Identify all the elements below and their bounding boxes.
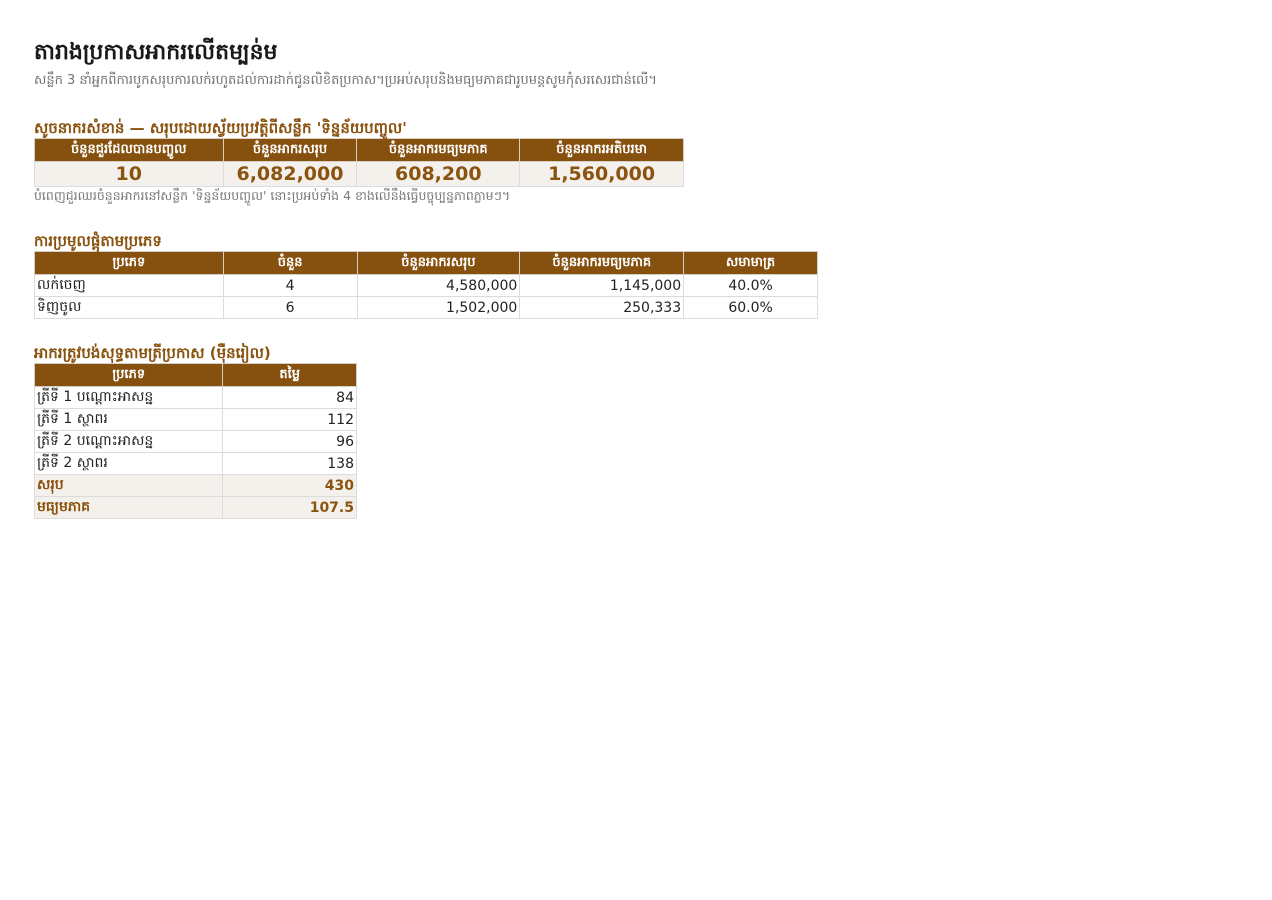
by-type-header-row	[35, 252, 818, 275]
by-type-header-ratio: សមាមាត្រ	[684, 252, 818, 275]
kpi-max-tax-value[interactable]: 1,560,000	[520, 162, 684, 187]
kpi-table	[34, 138, 684, 187]
kpi-header-row	[35, 139, 684, 162]
by-type-cell-count[interactable]: 4	[223, 275, 357, 297]
quarterly-total-value[interactable]: 430	[223, 475, 357, 497]
quarterly-header-type: ប្រភេទ	[35, 364, 223, 387]
by-type-header-type: ប្រភេទ	[35, 252, 224, 275]
kpi-header-total-tax: ចំនួនអាករសរុប	[223, 139, 357, 162]
quarterly-cell-value[interactable]: 112	[223, 409, 357, 431]
quarterly-section	[34, 343, 1272, 519]
quarterly-cell-label[interactable]: ត្រីទី 2 ស្ថាពរ	[35, 453, 223, 475]
table-row	[35, 275, 818, 297]
by-type-header-average-tax: ចំនួនអាករមធ្យមភាគ	[520, 252, 684, 275]
table-row	[35, 409, 357, 431]
kpi-rows-entered-value[interactable]: 10	[35, 162, 224, 187]
quarterly-header-value: តម្លៃ	[223, 364, 357, 387]
quarterly-average-label[interactable]: មធ្យមភាគ	[35, 497, 223, 519]
quarterly-cell-label[interactable]: ត្រីទី 2 បណ្តោះអាសន្ន	[35, 431, 223, 453]
page-title: តារាងប្រកាសអាករលើតម្បន់ម	[34, 40, 278, 65]
by-type-cell-average[interactable]: 250,333	[520, 297, 684, 319]
by-type-cell-total[interactable]: 1,502,000	[357, 297, 520, 319]
quarterly-cell-label[interactable]: ត្រីទី 1 ស្ថាពរ	[35, 409, 223, 431]
quarterly-cell-value[interactable]: 84	[223, 387, 357, 409]
by-type-section-title: ការប្រមូលផ្តុំតាមប្រភេទ	[34, 232, 162, 250]
quarterly-total-row	[35, 475, 357, 497]
kpi-section-title: សូចនាករសំខាន់ — សរុបដោយស្វ័យប្រវត្តិពីសន្លឹក 'ទិន្នន័យបញ្ចូល'	[34, 119, 407, 137]
by-type-cell-ratio[interactable]: 40.0%	[684, 275, 818, 297]
quarterly-average-value[interactable]: 107.5	[223, 497, 357, 519]
by-type-table	[34, 251, 818, 319]
by-type-header-count: ចំនួន	[223, 252, 357, 275]
kpi-header-rows-entered: ចំនួនជួរដែលបានបញ្ចូល	[35, 139, 224, 162]
by-type-header-total-tax: ចំនួនអាករសរុប	[357, 252, 520, 275]
kpi-header-average-tax: ចំនួនអាករមធ្យមភាគ	[357, 139, 520, 162]
by-type-cell-count[interactable]: 6	[223, 297, 357, 319]
by-type-section	[34, 231, 1272, 319]
kpi-header-max-tax: ចំនួនអាករអតិបរមា	[520, 139, 684, 162]
table-row	[35, 431, 357, 453]
quarterly-header-row	[35, 364, 357, 387]
quarterly-table	[34, 363, 357, 519]
kpi-total-tax-value[interactable]: 6,082,000	[223, 162, 357, 187]
quarterly-cell-value[interactable]: 96	[223, 431, 357, 453]
table-row	[35, 297, 818, 319]
quarterly-average-row	[35, 497, 357, 519]
quarterly-cell-label[interactable]: ត្រីទី 1 បណ្តោះអាសន្ន	[35, 387, 223, 409]
by-type-cell-ratio[interactable]: 60.0%	[684, 297, 818, 319]
kpi-value-row	[35, 162, 684, 187]
by-type-cell-type[interactable]: ទិញចូល	[35, 297, 224, 319]
by-type-cell-total[interactable]: 4,580,000	[357, 275, 520, 297]
table-row	[35, 387, 357, 409]
quarterly-section-title: អាករត្រូវបង់សុទ្ធតាមត្រីប្រកាស (ម៉ឺនរៀល)	[34, 344, 271, 362]
quarterly-cell-value[interactable]: 138	[223, 453, 357, 475]
table-row	[35, 453, 357, 475]
kpi-note: បំពេញជួរឈរចំនួនអាករនៅសន្លឹក 'ទិន្នន័យបញ្ចូល' នោះប្រអប់ទាំង 4 ខាងលើនឹងធ្វើបច្ចុប្បន្នភាពភ្លាមៗ។	[34, 188, 511, 203]
by-type-cell-type[interactable]: លក់ចេញ	[35, 275, 224, 297]
by-type-cell-average[interactable]: 1,145,000	[520, 275, 684, 297]
page-subtitle: សន្លឹក 3 នាំអ្នកពីការបូកសរុបការលក់រហូតដល់ការដាក់ជូនលិខិតប្រកាស។ប្រអប់សរុបនិងមធ្យមភាគជារូបមន្តសូមកុំសរសេរជាន់លើ។	[34, 73, 657, 88]
quarterly-total-label[interactable]: សរុប	[35, 475, 223, 497]
kpi-section	[34, 118, 1272, 205]
kpi-average-tax-value[interactable]: 608,200	[357, 162, 520, 187]
